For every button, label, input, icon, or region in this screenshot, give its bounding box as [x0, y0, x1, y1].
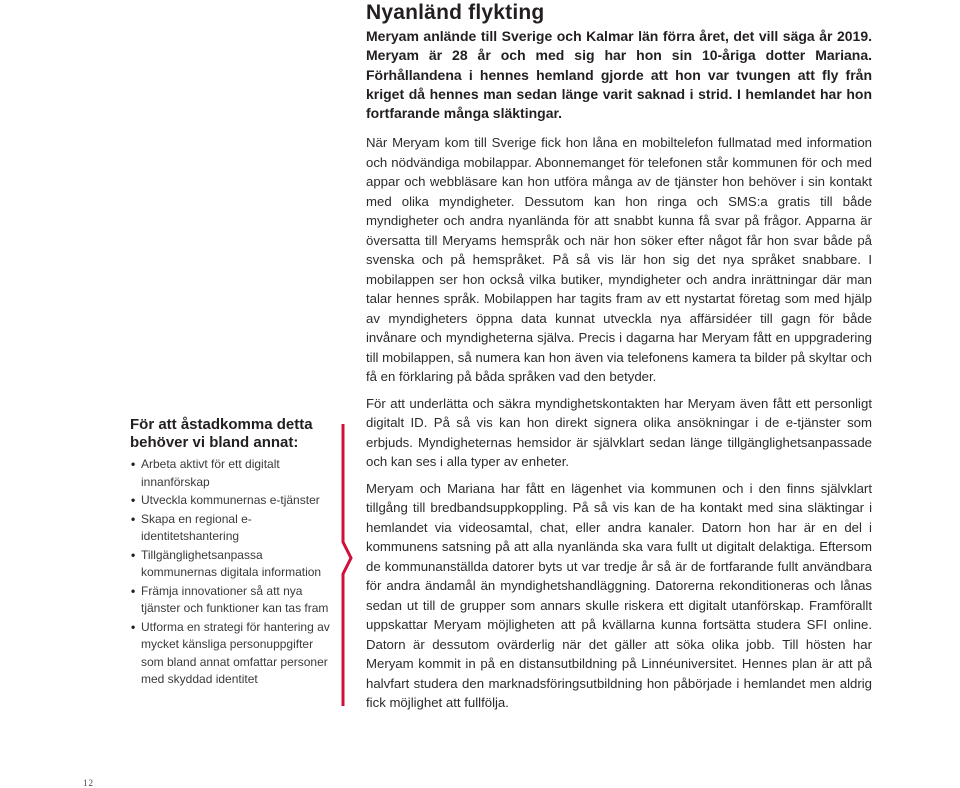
list-item-text: Arbeta aktivt för ett digitalt innanförskap — [141, 457, 280, 489]
bullet-icon: • — [131, 583, 136, 598]
list-item — [130, 619, 335, 689]
list-item-text: Utveckla kommunernas e-tjänster — [141, 493, 320, 507]
list-item-text: Skapa en regional e-identitetshantering — [141, 511, 252, 543]
list-item — [130, 511, 335, 546]
article-paragraph: När Meryam kom till Sverige fick hon låna en mobiltelefon fullmatad med information och nödvändiga mobilappar. Abonnemanget för telefonen står kommunen för och med appar och webbläsare kan hon utföra många av de tjänster hon behöver i sin kontakt med olika myndigheter. Dessutom kan hon ringa och SMS:a gratis till både myndigheter och andra nyanlända för att snabbt kunna få svar på frågor. Apparna är översatta till Meryams hemspråk och när hon söker efter något får hon svar både på svenska och på hemspråket. På så vis lär hon sig det nya språket snabbare. I mobilappen ser hon också vilka butiker, myndigheter och andra inrättningar där man talar hennes språk. Mobilappen har tagits fram av ett nystartat företag som med hjälp av myndigheters öppna data kunnat utveckla nya affärsidéer till gagn för både invånare och myndigheterna själva. Precis i dagarna har Meryam fått en uppgradering till mobilappen, så numera kan hon även via telefonens kamera ta bilder på skyltar och få en förklaring på båda språken vad den betyder. — [366, 135, 872, 385]
list-item — [130, 456, 335, 491]
list-item-text: Främja innovationer så att nya tjänster och funktioner kan tas fram — [141, 583, 329, 615]
list-item-text: Utforma en strategi för hantering av mycket känsliga personuppgifter som bland annat omfattar personer med skyddad identitet — [141, 619, 330, 686]
article-paragraph: För att underlätta och säkra myndighetskontakten har Meryam även fått ett personligt digitalt ID. På så vis kan hon direkt signera olika ansökningar i de e-tjänster som erbjuds. Myndigheternas hemsidor är självklart sedan länge tillgänglighetsanpassade och kan ses i alla typer av enheter. — [366, 395, 872, 470]
bullet-icon: • — [131, 511, 136, 526]
list-item-text: Tillgänglighetsanpassa kommunernas digitala information — [141, 547, 322, 579]
list-item — [130, 583, 335, 618]
bullet-icon: • — [131, 457, 136, 471]
sidebar-list — [130, 456, 335, 689]
bullet-icon: • — [131, 547, 136, 562]
bullet-icon: • — [131, 493, 136, 507]
article — [366, 0, 872, 720]
article-paragraph: Meryam och Mariana har fått en lägenhet via kommunen och i den finns självklart tillgång till bredbandsuppkoppling. På så vis kan de ha kontakt med sina släktingar i hemlandet via videosamtal, chat, eller andra kanaler. Datorn hon har är en del i kommunens satsning på att alla nyanlända ska vara fullt ut digitalt delaktiga. Eftersom de kommunanställda datorer byts ut var tredje år så är de fortfarande fullt användbara för andra ändamål än myndighetshandläggning. Datorerna rekonditioneras och lånas sedan ut till de grupper som annars skulle riskera ett digitalt utanförskap. Framförallt uppskattar Meryam möjligheten att på kvällarna kunna fortsätta studera SFI online. Datorn är dessutom ovärderlig när det gäller att söka olika jobb. Till hösten har Meryam kommit in på en distansutbildning på Linnéuniversitet. Hennes plan är att på halvfart studera den marknadsföringsutbildning hon påbörjade i hemlandet men aldrig fick möjlighet att fullfölja. — [366, 480, 872, 711]
sidebar-box — [130, 416, 335, 690]
page-number: 12 — [83, 778, 94, 788]
accent-bracket-icon — [340, 424, 354, 706]
list-item — [130, 547, 335, 582]
article-title: Nyanländ flykting — [366, 1, 545, 24]
article-lead: Meryam anlände till Sverige och Kalmar län förra året, det vill säga år 2019. Meryam är 28 år och med sig har hon sin 10-åriga dotter Mariana. Förhållandena i hennes hemland gjorde att hon var tvungen att fly från kriget då hennes man sedan länge varit saknad i strid. I hemlandet har hon fortfarande många släktingar. — [366, 28, 872, 122]
sidebar-heading: För att åstadkomma detta behöver vi bland annat: — [130, 416, 313, 451]
list-item — [130, 492, 335, 510]
bullet-icon: • — [131, 619, 136, 634]
